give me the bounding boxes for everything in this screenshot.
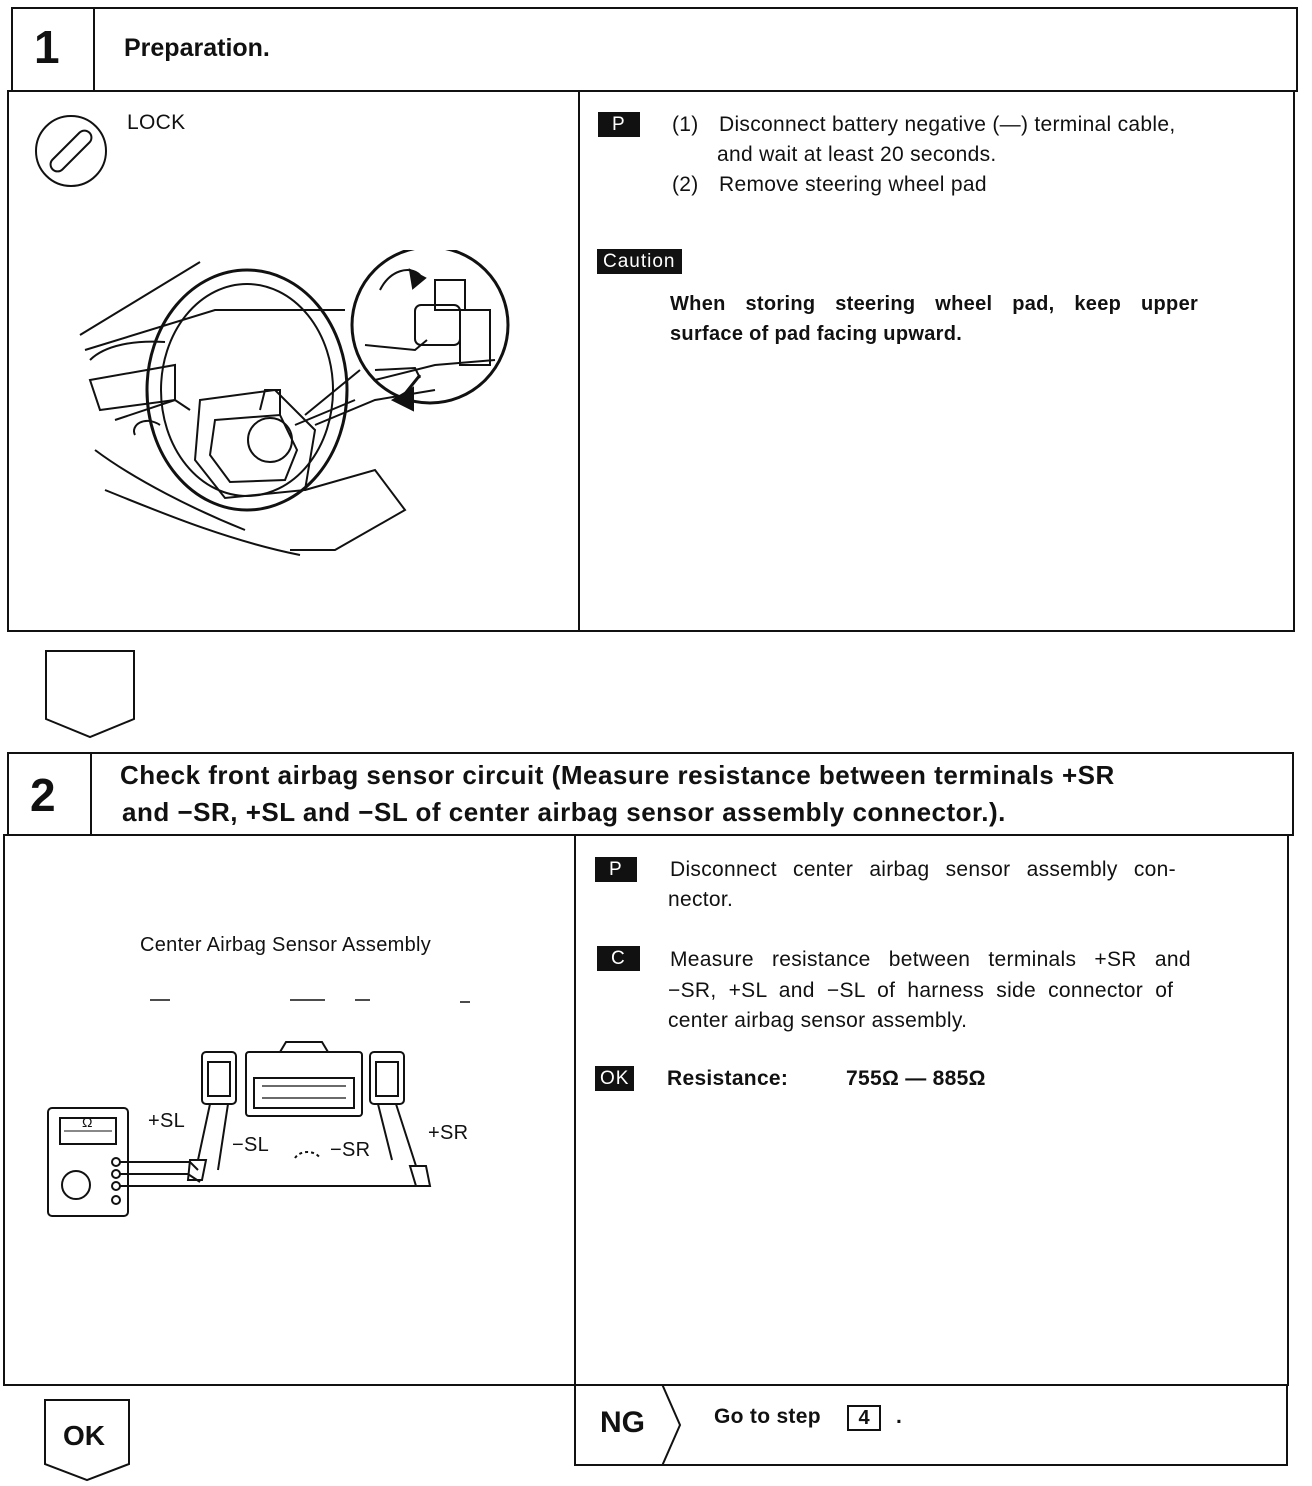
step2-title-line1: Check front airbag sensor circuit (Measure resistance between terminals +SR xyxy=(120,760,1115,790)
step1-column-divider xyxy=(578,90,580,632)
step2-p-tag: P xyxy=(595,857,637,882)
ng-period: . xyxy=(896,1405,903,1428)
ohmmeter-connector-diagram xyxy=(40,990,510,1230)
step1-item1-line1: Disconnect battery negative (—) terminal cable, xyxy=(719,113,1176,136)
step2-p-line1: Disconnect center airbag sensor assembly con- xyxy=(670,858,1176,881)
label-plus-sr: +SR xyxy=(428,1122,469,1144)
resistance-label: Resistance: xyxy=(667,1067,789,1090)
step2-number: 2 xyxy=(30,769,56,821)
step-connector-arrow xyxy=(44,649,138,741)
step1-item1-line2: and wait at least 20 seconds. xyxy=(717,143,997,166)
step1-title: Preparation. xyxy=(124,34,270,62)
ng-label: NG xyxy=(600,1406,645,1439)
step2-column-divider xyxy=(574,834,576,1466)
label-plus-sl: +SL xyxy=(148,1110,186,1132)
step2-c-line2: −SR, +SL and −SL of harness side connector of xyxy=(668,979,1174,1002)
step2-c-tag: C xyxy=(597,946,640,971)
ok-outcome-label: OK xyxy=(63,1420,105,1451)
step2-number-divider xyxy=(90,752,92,836)
step1-item2-number: (2) xyxy=(672,173,699,196)
ng-text: Go to step xyxy=(714,1405,821,1428)
step1-item2-line1: Remove steering wheel pad xyxy=(719,173,987,196)
lock-label: LOCK xyxy=(127,111,186,134)
ng-chevron-divider xyxy=(660,1384,684,1466)
label-minus-sr: −SR xyxy=(330,1139,371,1161)
caution-tag: Caution xyxy=(597,249,682,274)
step2-ok-tag: OK xyxy=(595,1066,634,1091)
step1-number: 1 xyxy=(34,21,60,73)
resistance-value: 755Ω — 885Ω xyxy=(846,1067,986,1090)
step1-p-tag: P xyxy=(598,112,640,137)
step2-p-line2: nector. xyxy=(668,888,734,911)
steering-wheel-illustration xyxy=(75,250,520,560)
step1-item1-number: (1) xyxy=(672,113,699,136)
step2-c-line3: center airbag sensor assembly. xyxy=(668,1009,968,1032)
ignition-lock-icon xyxy=(33,113,109,189)
ng-step-box[interactable]: 4 xyxy=(847,1405,881,1431)
diagram-caption: Center Airbag Sensor Assembly xyxy=(140,934,432,956)
step2-title-line2: and −SR, +SL and −SL of center airbag sensor assembly connector.). xyxy=(122,797,1006,827)
step2-c-line1: Measure resistance between terminals +SR and xyxy=(670,948,1191,971)
ohm-symbol: Ω xyxy=(82,1114,93,1130)
label-minus-sl: −SL xyxy=(232,1134,270,1156)
caution-line1: When storing steering wheel pad, keep upper xyxy=(670,293,1199,315)
step1-number-divider xyxy=(93,7,95,92)
caution-line2: surface of pad facing upward. xyxy=(670,323,963,345)
